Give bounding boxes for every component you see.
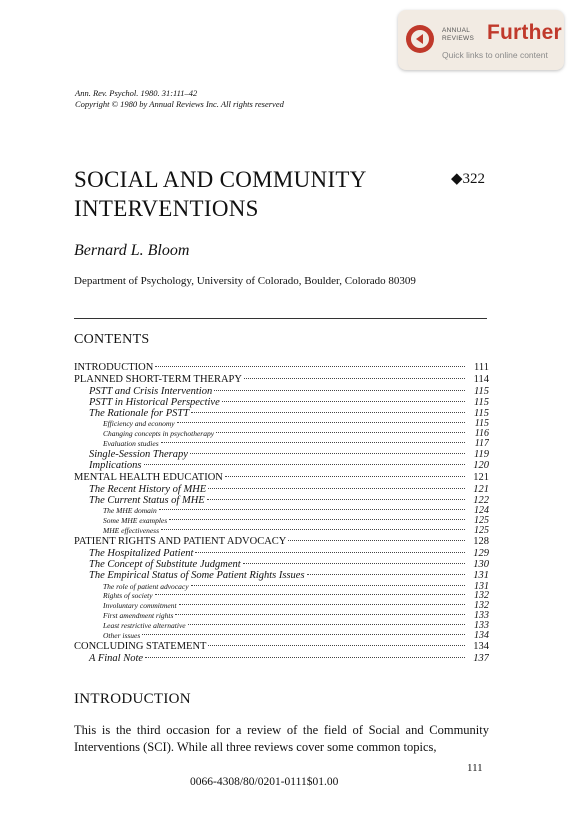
toc-entry-title: First amendment rights <box>103 611 174 621</box>
toc-entry-page: 131 <box>473 570 489 582</box>
toc-entry-title: The MHE domain <box>103 506 157 516</box>
toc-entry[interactable] <box>74 516 489 526</box>
title-line2: INTERVENTIONS <box>74 196 259 221</box>
toc-entry-page: 129 <box>473 547 489 559</box>
toc-entry[interactable] <box>74 460 489 471</box>
toc-entry-title: Other issues <box>103 630 141 640</box>
toc-entry-page: 137 <box>473 652 489 664</box>
toc-entry-page: 115 <box>474 396 489 408</box>
toc-entry-title: MHE effectiveness <box>103 525 160 535</box>
toc-entry[interactable] <box>74 386 489 397</box>
toc-entry-page: 117 <box>474 439 489 450</box>
annual-reviews-wordmark <box>442 27 474 42</box>
toc-entry[interactable] <box>74 449 489 460</box>
toc-entry-page: 121 <box>473 483 489 495</box>
toc-entry-title: Implications <box>89 460 142 472</box>
toc-entry[interactable] <box>74 559 489 570</box>
toc-entry[interactable] <box>74 548 489 559</box>
toc-entry-title: PSTT and Crisis Intervention <box>89 385 213 397</box>
citation-line1: Ann. Rev. Psychol. 1980. 31:111–42 <box>75 88 198 98</box>
toc-entry-title: A Final Note <box>89 652 144 664</box>
toc-entry-page: 124 <box>474 506 489 517</box>
toc-entry-title: The Current Status of MHE <box>89 494 205 506</box>
toc-entry-page: 115 <box>474 385 489 397</box>
toc-leader-dots <box>214 390 465 391</box>
toc-entry[interactable] <box>74 484 489 495</box>
toc-entry-page: 125 <box>474 525 489 536</box>
toc-leader-dots <box>195 552 465 553</box>
author-name: Bernard L. Bloom <box>74 242 190 259</box>
toc-entry-page: 132 <box>474 591 489 602</box>
toc-entry[interactable] <box>74 611 489 621</box>
toc-entry-title: CONCLUDING STATEMENT <box>74 640 207 652</box>
toc-entry-page: 134 <box>474 630 489 641</box>
toc-leader-dots <box>243 563 465 564</box>
page-number: 111 <box>467 762 483 774</box>
toc-leader-dots <box>207 499 465 500</box>
toc-entry[interactable] <box>74 570 489 581</box>
toc-entry-title: The Rationale for PSTT <box>89 408 190 420</box>
toc-entry-title: The Empirical Status of Some Patient Rights Issues <box>89 570 305 582</box>
toc-entry-title: The role of patient advocacy <box>103 581 189 591</box>
toc-entry[interactable] <box>74 495 489 506</box>
toc-entry-page: 116 <box>474 429 489 440</box>
toc-entry[interactable] <box>74 591 489 601</box>
toc-leader-dots <box>144 464 466 465</box>
toc-leader-dots <box>191 412 465 413</box>
toc-entry-title: Single-Session Therapy <box>89 449 188 461</box>
toc-entry-page: 132 <box>474 601 489 612</box>
toc-leader-dots <box>169 519 465 520</box>
table-of-contents <box>74 362 489 664</box>
toc-entry-title: INTRODUCTION <box>74 362 154 373</box>
toc-entry[interactable] <box>74 526 489 536</box>
section-heading-introduction: INTRODUCTION <box>74 691 191 707</box>
toc-entry[interactable] <box>74 506 489 516</box>
toc-entry-title: The Recent History of MHE <box>89 483 207 495</box>
toc-leader-dots <box>155 366 465 367</box>
toc-leader-dots <box>142 634 465 635</box>
toc-entry-page: 131 <box>474 581 489 592</box>
toc-entry-page: 119 <box>474 449 489 461</box>
toc-entry-title: The Concept of Substitute Judgment <box>89 558 241 570</box>
toc-leader-dots <box>216 432 465 433</box>
toc-entry-page: 133 <box>474 611 489 622</box>
toc-entry[interactable] <box>74 397 489 408</box>
toc-entry-title: Evaluation studies <box>103 439 159 449</box>
toc-entry-page: 114 <box>473 373 489 385</box>
article-marker: ◆322 <box>451 171 486 187</box>
toc-leader-dots <box>222 401 465 402</box>
toc-entry-page: 115 <box>474 408 489 420</box>
toc-leader-dots <box>161 442 465 443</box>
toc-leader-dots <box>177 422 465 423</box>
further-links-badge[interactable] <box>398 10 564 70</box>
contents-heading: CONTENTS <box>74 332 150 347</box>
toc-entry-page: 120 <box>473 460 489 472</box>
toc-entry[interactable] <box>74 408 489 419</box>
toc-leader-dots <box>191 585 465 586</box>
toc-leader-dots <box>155 594 465 595</box>
toc-entry[interactable] <box>74 429 489 439</box>
toc-leader-dots <box>244 378 465 379</box>
toc-leader-dots <box>225 476 465 477</box>
toc-entry-title: Involuntary commitment <box>103 601 177 611</box>
toc-entry-page: 128 <box>473 535 489 547</box>
toc-leader-dots <box>208 645 465 646</box>
journal-citation <box>75 88 284 110</box>
toc-leader-dots <box>307 574 465 575</box>
badge-line2: REVIEWS <box>442 34 475 42</box>
toc-entry[interactable] <box>74 374 489 386</box>
article-code: 0066-4308/80/0201-0111$01.00 <box>190 776 339 788</box>
annual-reviews-logo-icon <box>405 24 435 54</box>
toc-entry-title: Some MHE examples <box>103 516 168 526</box>
toc-entry-title: Changing concepts in psychotherapy <box>103 429 215 439</box>
toc-entry-page: 122 <box>473 494 489 506</box>
toc-entry[interactable] <box>74 601 489 611</box>
badge-line1: ANNUAL <box>442 27 471 34</box>
toc-entry-page: 125 <box>474 516 489 526</box>
further-label: Further <box>487 21 562 44</box>
toc-entry-page: 115 <box>474 419 489 430</box>
title-line1: SOCIAL AND COMMUNITY <box>74 167 367 192</box>
toc-entry[interactable] <box>74 641 489 653</box>
toc-entry-title: Least restrictive alternative <box>103 621 186 631</box>
toc-entry-title: Efficiency and economy <box>103 419 175 429</box>
toc-entry-title: PATIENT RIGHTS AND PATIENT ADVOCACY <box>74 535 287 547</box>
toc-leader-dots <box>190 453 465 454</box>
toc-leader-dots <box>208 488 465 489</box>
toc-entry-title: PSTT in Historical Perspective <box>89 396 220 408</box>
toc-entry-title: MENTAL HEALTH EDUCATION <box>74 471 223 483</box>
article-title <box>74 165 367 223</box>
toc-entry-title: Rights of society <box>103 591 153 601</box>
toc-entry[interactable] <box>74 653 489 664</box>
toc-entry-title: PLANNED SHORT-TERM THERAPY <box>74 373 242 385</box>
toc-entry[interactable] <box>74 419 489 429</box>
toc-leader-dots <box>145 657 465 658</box>
toc-leader-dots <box>288 540 465 541</box>
toc-entry[interactable] <box>74 472 489 484</box>
toc-entry-title: The Hospitalized Patient <box>89 547 194 559</box>
toc-entry[interactable] <box>74 439 489 449</box>
toc-leader-dots <box>175 614 465 615</box>
toc-leader-dots <box>179 604 465 605</box>
toc-leader-dots <box>161 529 465 530</box>
toc-entry[interactable] <box>74 536 489 548</box>
toc-leader-dots <box>188 624 465 625</box>
toc-entry[interactable] <box>74 631 489 641</box>
author-affiliation: Department of Psychology, University of Colorado, Boulder, Colorado 80309 <box>74 275 416 287</box>
toc-entry-page: 111 <box>474 362 489 373</box>
toc-entry-page: 133 <box>474 621 489 631</box>
toc-entry[interactable] <box>74 621 489 631</box>
toc-entry[interactable] <box>74 582 489 592</box>
toc-entry-page: 121 <box>473 471 489 483</box>
citation-line2: Copyright © 1980 by Annual Reviews Inc. All rights reserved <box>75 99 284 109</box>
badge-tagline: Quick links to online content <box>442 50 548 60</box>
divider <box>74 318 487 319</box>
toc-entry[interactable] <box>74 362 489 374</box>
toc-entry-page: 130 <box>473 558 489 570</box>
introduction-paragraph: This is the third occasion for a review of the field of Social and Community Interventions (SCI). While all three reviews cover some common topics, <box>74 723 489 754</box>
toc-entry-page: 134 <box>473 640 489 652</box>
toc-leader-dots <box>159 509 465 510</box>
